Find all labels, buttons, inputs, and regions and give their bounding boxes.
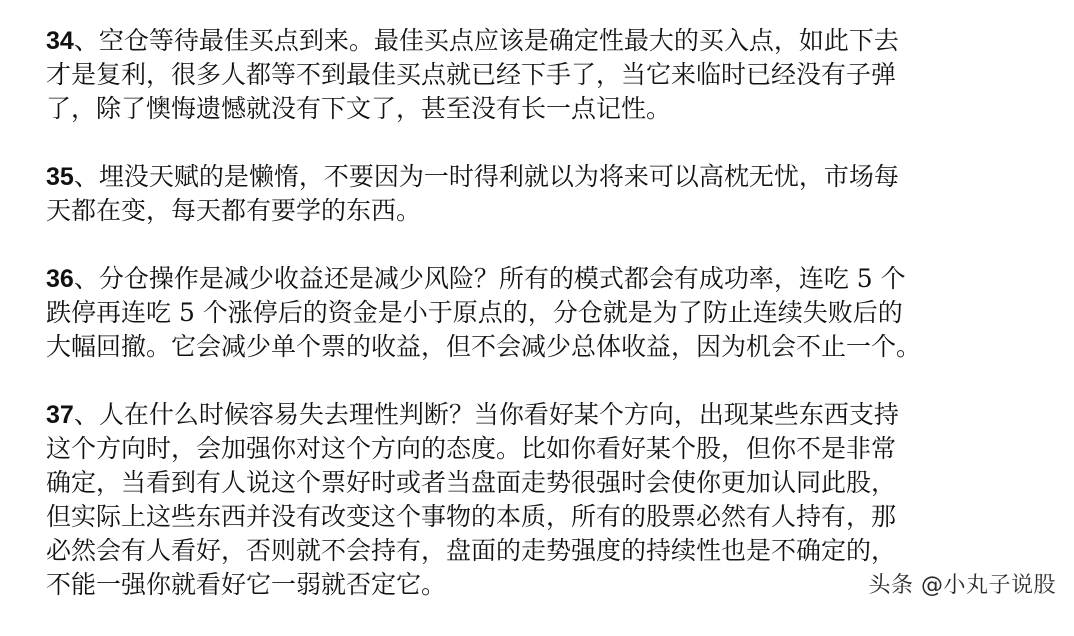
paragraph-line: [46, 262, 1056, 296]
paragraph-34: [46, 24, 1056, 126]
paragraph-line: 但实际上这些东西并没有改变这个事物的本质，所有的股票必然有人持有，那: [46, 502, 897, 531]
paragraph-line: [46, 398, 1056, 432]
paragraph-line: [46, 24, 1056, 58]
paragraph-text: 、分仓操作是减少收益还是减少风险？所有的模式都会有成功率，连吃 5 个: [73, 264, 906, 293]
paragraph-text: 、空仓等待最佳买点到来。最佳买点应该是确定性最大的买入点，如此下去: [73, 26, 899, 55]
paragraph-35: [46, 160, 1056, 228]
paragraph-line: 了，除了懊悔遗憾就没有下文了，甚至没有长一点记性。: [46, 94, 672, 123]
paragraph-number: 35: [46, 163, 74, 191]
paragraph-36: [46, 262, 1056, 364]
paragraph-line: 这个方向时，会加强你对这个方向的态度。比如你看好某个股，但你不是非常: [46, 434, 897, 463]
paragraph-line: 跌停再连吃 5 个涨停后的资金是小于原点的，分仓就是为了防止连续失败后的: [46, 298, 903, 327]
paragraph-line: 才是复利，很多人都等不到最佳买点就已经下手了，当它来临时已经没有子弹: [46, 60, 897, 89]
paragraph-line: 大幅回撤。它会减少单个票的收益，但不会减少总体收益，因为机会不止一个。: [46, 332, 922, 361]
paragraph-text: 、埋没天赋的是懒惰，不要因为一时得利就以为将来可以高枕无忧，市场每: [73, 162, 899, 191]
paragraph-line: 确定，当看到有人说这个票好时或者当盘面走势很强时会使你更加认同此股，: [46, 468, 897, 497]
paragraph-line: 不能一强你就看好它一弱就否定它。: [46, 570, 447, 599]
paragraph-line: 必然会有人看好，否则就不会持有，盘面的走势强度的持续性也是不确定的，: [46, 536, 897, 565]
paragraph-line: [46, 160, 1056, 194]
watermark: 头条 @小丸子说股: [868, 573, 1056, 598]
document-body: [46, 24, 1056, 636]
paragraph-number: 34: [46, 27, 74, 55]
paragraph-line: 天都在变，每天都有要学的东西。: [46, 196, 422, 225]
paragraph-text: 、人在什么时候容易失去理性判断？当你看好某个方向，出现某些东西支持: [73, 400, 899, 429]
paragraph-number: 37: [46, 401, 74, 429]
paragraph-number: 36: [46, 265, 74, 293]
